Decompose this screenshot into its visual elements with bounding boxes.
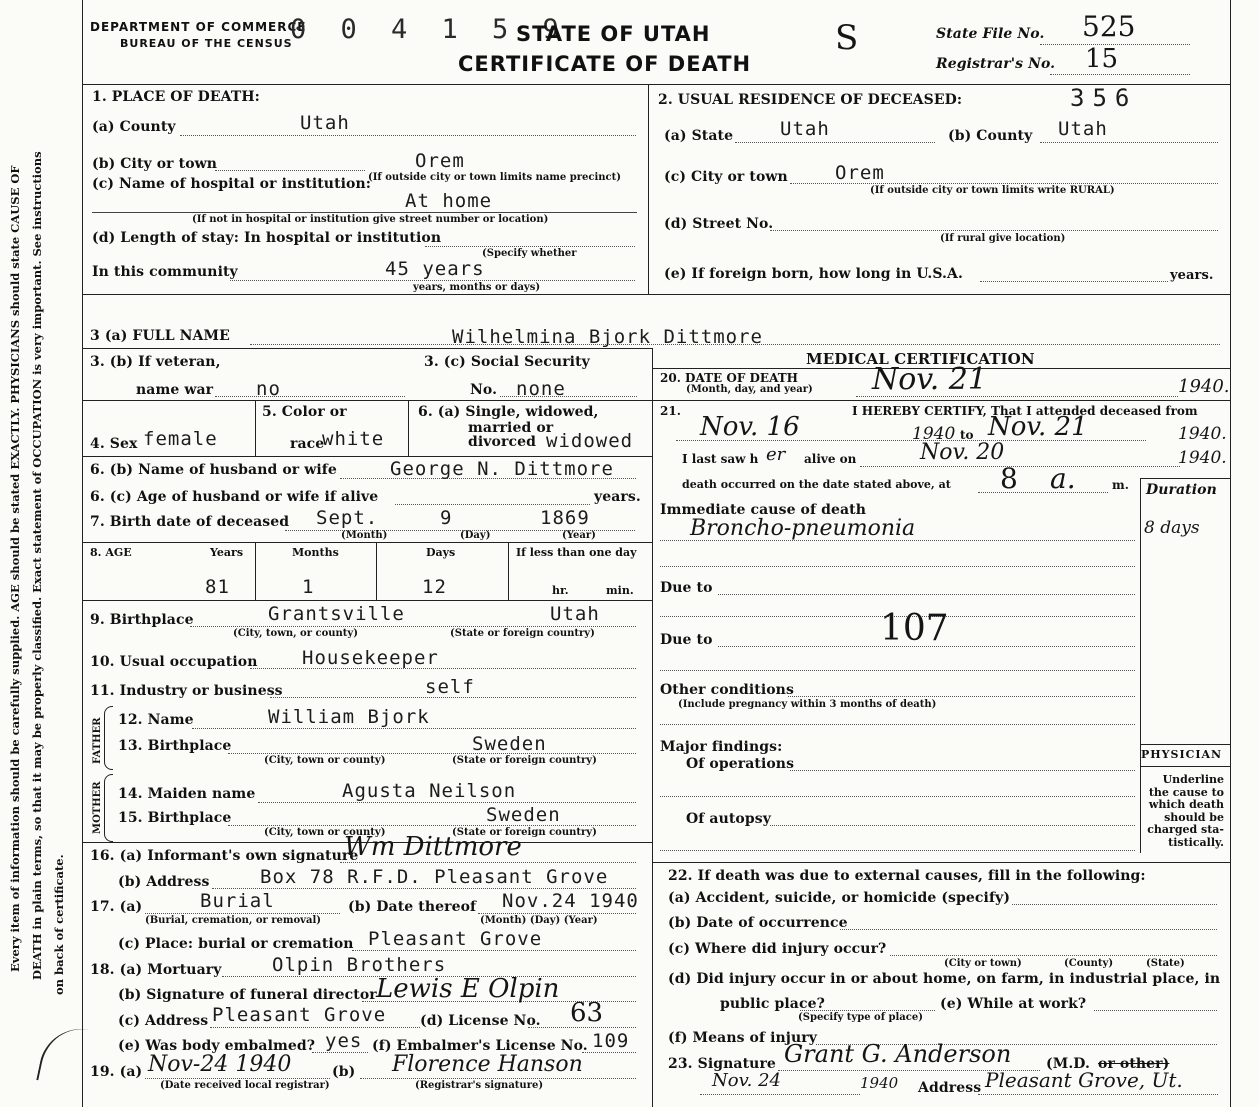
ext-d-label: (d) Did injury occur in or about home, on farm, in industrial place, in (668, 971, 1221, 987)
sex-value: female (143, 428, 218, 450)
place-type-note: (Specify type of place) (798, 1012, 923, 1023)
other-conditions-note: (Include pregnancy within 3 months of death) (678, 699, 937, 710)
major-findings-label: Major findings: (660, 739, 783, 755)
birthplace-state-note: (State or foreign country) (450, 628, 595, 639)
death-ampm-value: a. (1050, 462, 1076, 495)
sex-label: 4. Sex (90, 436, 138, 452)
mother-state-note: (State or foreign country) (452, 827, 597, 838)
mort-address-value: Pleasant Grove (212, 1004, 387, 1026)
birthplace-state-value: Utah (550, 603, 600, 625)
due-to-1-label: Due to (660, 580, 713, 596)
certify-label: I HEREBY CERTIFY, That I attended deceased from (852, 404, 1198, 418)
res-county-label: (b) County (948, 128, 1033, 144)
frame-left (82, 0, 83, 1107)
place-burial-label: (c) Place: burial or cremation (118, 936, 354, 952)
ext-c-label: (c) Where did injury occur? (668, 941, 887, 957)
public-place-label: public place? (720, 996, 825, 1012)
bureau-label: BUREAU OF THE CENSUS (120, 37, 293, 50)
hospital-value: At home (405, 190, 493, 212)
war-value: no (256, 378, 281, 400)
age-label: 8. AGE (90, 546, 132, 559)
mortuary-value: Olpin Brothers (272, 954, 447, 976)
ssn-value: none (516, 378, 566, 400)
last-saw-her: er (766, 444, 786, 465)
other-conditions-label: Other conditions (660, 682, 794, 698)
embalmer-license-label: (f) Embalmer's License No. (372, 1038, 588, 1054)
attended-from-year: 1940 (912, 424, 956, 444)
md-label: (M.D. (1046, 1056, 1091, 1072)
county-note: (County) (1064, 958, 1114, 969)
father-birthplace-label: 13. Birthplace (118, 738, 232, 754)
received-note: (Date received local registrar) (160, 1080, 330, 1091)
months-col: Months (292, 546, 339, 559)
hospital-label: (c) Name of hospital or institution: (92, 176, 372, 192)
death-date-label: 20. DATE OF DEATH (660, 371, 798, 385)
years-col: Years (210, 546, 244, 559)
attended-to-year: 1940. (1178, 424, 1227, 444)
last-saw-year: 1940. (1178, 448, 1227, 468)
county-label: (a) County (92, 119, 176, 135)
res-city-note: (If outside city or town limits write RURAL) (870, 185, 1115, 196)
birthplace-label: 9. Birthplace (90, 612, 194, 628)
res-city-value: Orem (835, 162, 885, 184)
informant-sig-label: 16. (a) Informant's own signature (90, 848, 359, 864)
disposition-date-label: (b) Date thereof (348, 899, 477, 915)
race-value: white (322, 428, 385, 450)
ext-e-label: (e) While at work? (940, 996, 1087, 1012)
frame-right (1230, 0, 1231, 1107)
age-months-value: 1 (302, 576, 315, 598)
informant-address-value: Box 78 R.F.D. Pleasant Grove (260, 866, 609, 888)
marital-label-1: 6. (a) Single, widowed, (418, 404, 599, 420)
physician-sig-year: 1940 (860, 1074, 899, 1092)
attended-from-value: Nov. 16 (700, 412, 800, 442)
res-county-value: Utah (1058, 118, 1108, 140)
ext-a-label: (a) Accident, suicide, or homicide (specify) (668, 890, 1011, 906)
city-note: (If outside city or town limits name precinct) (368, 172, 621, 183)
state-title: STATE OF UTAH (516, 22, 711, 46)
death-date-value: Nov. 21 (872, 362, 987, 397)
res-state-value: Utah (780, 118, 830, 140)
embalmer-license-value: 109 (592, 1030, 630, 1052)
registrar-sig-note: (Registrar's signature) (415, 1080, 544, 1091)
age-days-value: 12 (422, 576, 447, 598)
registrar-b-label: (b) (332, 1064, 356, 1080)
hospital-note: (If not in hospital or institution give street number or location) (192, 214, 549, 225)
dept-label: DEPARTMENT OF COMMERCE (90, 20, 307, 34)
state-file-number: 525 (1082, 10, 1136, 43)
marital-value: widowed (546, 430, 634, 452)
alive-on-label: alive on (804, 452, 857, 466)
birth-day-value: 9 (440, 507, 453, 529)
death-county-value: Utah (300, 112, 350, 134)
external-causes-label: 22. If death was due to external causes, fill in the following: (668, 868, 1146, 884)
death-time-value: 8 (1000, 462, 1018, 495)
ssn-label: 3. (c) Social Security (424, 354, 590, 370)
director-signature: Lewis E Olpin (376, 974, 560, 1004)
less-day-col: If less than one day (516, 546, 637, 559)
father-city-note: (City, town or county) (264, 755, 386, 766)
occurred-label: death occurred on the date stated above, at (682, 478, 951, 491)
res-state-label: (a) State (664, 128, 734, 144)
father-bracket (104, 706, 113, 770)
disposition-date-value: Nov.24 1940 (502, 890, 639, 912)
full-name-label: 3 (a) FULL NAME (90, 328, 230, 344)
residence-code: 356 (1070, 84, 1138, 112)
year-note: (Year) (562, 530, 596, 541)
hr-label: hr. (552, 584, 569, 597)
underline-instruction: Underline the cause to which death should be charged sta- tistically. (1147, 773, 1224, 849)
physician-sig-label: 23. Signature (668, 1056, 776, 1072)
specify-note: (Specify whether (482, 248, 577, 259)
item21-label: 21. (660, 404, 681, 418)
duration-label: Duration (1146, 482, 1217, 498)
ext-f-label: (f) Means of injury (668, 1030, 817, 1046)
father-birthplace-value: Sweden (472, 733, 547, 755)
to-label: to (960, 428, 974, 442)
death-date-note: (Month, day, and year) (686, 384, 813, 395)
registrar-number: 15 (1085, 44, 1119, 74)
color-label: 5. Color or (262, 404, 347, 420)
spouse-age-label: 6. (c) Age of husband or wife if alive (90, 489, 379, 505)
marital-label-2: married or (468, 420, 554, 436)
city-label: (b) City or town (92, 156, 218, 172)
embalmed-value: yes (325, 1030, 363, 1052)
age-years-value: 81 (205, 576, 230, 598)
cause-code: 107 (880, 608, 949, 649)
cause-label: Immediate cause of death (660, 502, 866, 518)
license-label: (d) License No. (420, 1013, 541, 1029)
mother-birthplace-value: Sweden (486, 804, 561, 826)
cause-value: Broncho-pneumonia (690, 516, 916, 541)
margin-instructions-2: DEATH in plain terms, so that it may be properly classified. Exact statement of OCCUPATION is very important. See instructions (30, 151, 44, 980)
received-date-value: Nov-24 1940 (148, 1052, 292, 1077)
war-label: name war (136, 382, 214, 398)
spouse-label: 6. (b) Name of husband or wife (90, 462, 337, 478)
industry-value: self (425, 676, 475, 698)
physician-address-label: Address (918, 1080, 982, 1096)
handwritten-mark: S (835, 18, 859, 58)
received-label: 19. (a) (90, 1064, 143, 1080)
father-vert-label: FATHER (92, 717, 103, 764)
birthplace-city-value: Grantsville (268, 603, 405, 625)
physician-signature: Grant G. Anderson (784, 1040, 1012, 1068)
month-note: (Month) (341, 530, 388, 541)
due-to-2-label: Due to (660, 632, 713, 648)
residence-heading: 2. USUAL RESIDENCE OF DECEASED: (658, 92, 963, 108)
ext-b-label: (b) Date of occurrence (668, 915, 848, 931)
medical-heading: MEDICAL CERTIFICATION (806, 350, 1035, 368)
years-label: years. (1170, 268, 1214, 283)
spouse-value: George N. Dittmore (390, 458, 614, 480)
father-name-label: 12. Name (118, 712, 194, 728)
informant-signature: Wm Dittmore (344, 832, 522, 862)
community-value: 45 years (385, 258, 485, 280)
last-saw-value: Nov. 20 (920, 440, 1005, 465)
mort-address-label: (c) Address (118, 1013, 209, 1029)
rural-note: (If rural give location) (940, 233, 1066, 244)
birth-date-label: 7. Birth date of deceased (90, 514, 290, 530)
occupation-value: Housekeeper (302, 647, 439, 669)
disposition-date-note: (Month) (Day) (Year) (480, 915, 598, 926)
license-value: 63 (570, 998, 604, 1028)
father-state-note: (State or foreign country) (452, 755, 597, 766)
death-city-value: Orem (415, 150, 465, 172)
ssn-no-label: No. (470, 382, 498, 398)
attended-to-value: Nov. 21 (988, 412, 1088, 442)
marital-label-3: divorced (468, 434, 536, 450)
state-note: (State) (1146, 958, 1185, 969)
spouse-age-years: years. (594, 489, 641, 505)
mother-bracket (104, 774, 113, 842)
physician-header: PHYSICIAN (1141, 748, 1223, 761)
occupation-label: 10. Usual occupation (90, 654, 258, 670)
mortuary-label: 18. (a) Mortuary (90, 962, 222, 978)
margin-instructions-3: on back of certificate. (52, 854, 66, 995)
duration-value: 8 days (1144, 518, 1200, 538)
mother-birthplace-label: 15. Birthplace (118, 810, 232, 826)
days-col: Days (426, 546, 456, 559)
place-of-death-heading: 1. PLACE OF DEATH: (92, 89, 260, 105)
father-name-value: William Bjork (268, 706, 430, 728)
birthplace-city-note: (City, town, or county) (233, 628, 358, 639)
mother-name-label: 14. Maiden name (118, 786, 256, 802)
community-label: In this community (92, 264, 238, 280)
day-note: (Day) (460, 530, 491, 541)
full-name-value: Wilhelmina Bjork Dittmore (452, 326, 763, 348)
res-city-label: (c) City or town (664, 169, 788, 185)
disposition-value: Burial (200, 890, 275, 912)
informant-address-label: (b) Address (118, 874, 210, 890)
autopsy-label: Of autopsy (686, 811, 771, 827)
certificate-number: 0 0 4 1 5 9 (290, 14, 568, 45)
disposition-label: 17. (a) (90, 899, 143, 915)
mother-vert-label: MOTHER (92, 781, 103, 834)
place-burial-value: Pleasant Grove (368, 928, 543, 950)
physician-address-value: Pleasant Grove, Ut. (985, 1068, 1183, 1092)
mother-city-note: (City, town or county) (264, 827, 386, 838)
foreign-born-label: (e) If foreign born, how long in U.S.A. (664, 266, 963, 282)
director-sig-label: (b) Signature of funeral director (118, 987, 377, 1003)
or-other-label: or other) (1098, 1056, 1170, 1072)
physician-sig-date: Nov. 24 (712, 1070, 781, 1091)
margin-instructions-1: Every item of information should be carefully supplied. AGE should be stated EXACTLY. PHYSICIANS should state CAUSE OF (8, 165, 22, 972)
embalmed-label: (e) Was body embalmed? (118, 1038, 316, 1054)
disposition-note: (Burial, cremation, or removal) (145, 915, 321, 926)
birth-month-value: Sept. (316, 507, 379, 529)
mother-name-value: Agusta Neilson (342, 780, 517, 802)
m-label: m. (1112, 478, 1129, 492)
units-note: years, months or days) (413, 282, 541, 293)
last-saw-label: I last saw h (682, 452, 759, 466)
street-label: (d) Street No. (664, 216, 774, 232)
veteran-label: 3. (b) If veteran, (90, 354, 221, 370)
state-file-label: State File No. (936, 26, 1045, 42)
min-label: min. (606, 584, 634, 597)
city-town-note: (City or town) (944, 958, 1022, 969)
certificate-title: CERTIFICATE OF DEATH (458, 52, 752, 76)
operations-label: Of operations (686, 756, 795, 772)
race-label: race (290, 436, 325, 452)
industry-label: 11. Industry or business (90, 683, 283, 699)
stay-label: (d) Length of stay: In hospital or institution (92, 230, 442, 246)
registrar-signature: Florence Hanson (392, 1052, 583, 1077)
death-date-year: 1940. (1178, 376, 1230, 397)
birth-year-value: 1869 (540, 507, 590, 529)
registrar-no-label: Registrar's No. (936, 56, 1056, 72)
